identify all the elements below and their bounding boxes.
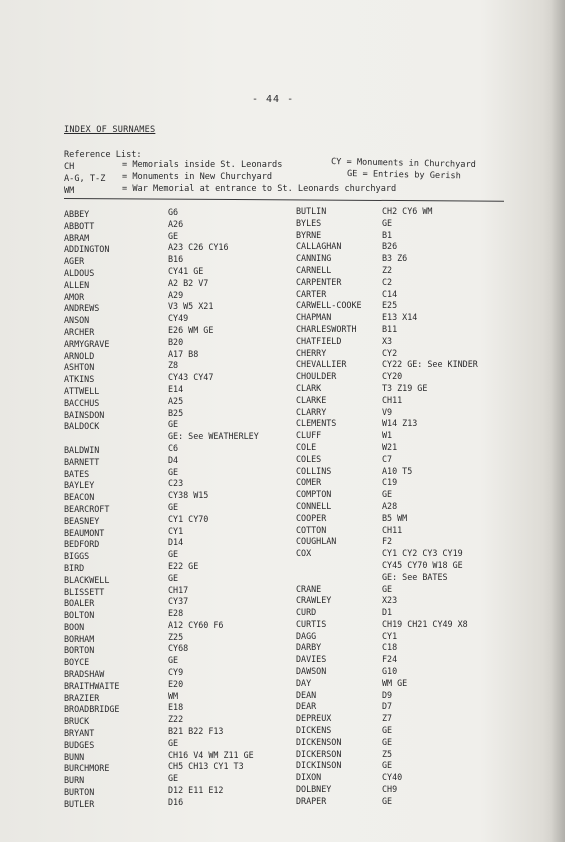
surname: CANNING [296,253,332,264]
surname: BROADBRIDGE [64,704,120,715]
reference-desc-cy: CY = Monuments in Churchyard [330,157,476,171]
reference-codes: E18 [168,702,184,713]
reference-codes: CH5 CH13 CY1 T3 [168,761,244,772]
reference-codes: B16 [168,254,184,265]
surname: BRAITHWAITE [64,680,120,691]
reference-codes: D4 [168,454,179,465]
surname: BATES [64,468,90,479]
surname: ABBEY [64,209,90,219]
surname: COTTON [296,524,327,535]
reference-codes: C2 [382,276,393,287]
surname: BEACON [64,492,95,503]
reference-codes: D1 [382,607,393,618]
reference-codes: C23 [168,478,184,489]
reference-codes: Z2 [382,264,393,275]
surname: ADDINGTON [64,244,110,255]
reference-codes: WM GE [382,677,408,688]
reference-codes: C14 [382,288,398,299]
surname: BIGGS [64,551,90,562]
reference-codes: CH11 [382,524,403,535]
surname: CLUFF [296,430,322,441]
reference-codes: E26 WM GE [168,324,214,335]
surname: BURTON [64,787,95,798]
surname: ANSON [64,315,90,326]
reference-desc-new: = Monuments in New Churchyard [122,172,273,182]
reference-codes: C18 [382,642,398,653]
reference-codes: GE [168,230,179,241]
reference-codes: T3 Z19 GE [382,382,428,393]
reference-codes: CH19 CH21 CY49 X8 [382,618,468,629]
reference-codes: GE: See BATES [382,571,448,582]
surname: AGER [64,256,85,267]
reference-codes: Z8 [168,360,179,371]
surname: BORHAM [64,633,95,644]
surname [296,572,362,584]
surname: BIRD [64,562,85,573]
surname: COOPER [296,512,327,523]
surname: BYRNE [296,229,322,240]
surname: DEAN [296,689,317,700]
surname: CLARRY [296,406,327,417]
surname: CONNELL [296,500,332,511]
surname: BRADSHAW [64,669,105,680]
reference-codes: CY68 [168,643,189,654]
surname: ARNOLD [64,350,95,361]
reference-codes: D9 [382,689,393,700]
reference-codes: CY45 CY70 W18 GE [382,559,463,570]
surname: CHEVALLIER [296,359,347,370]
surname: BLACKWELL [64,574,110,585]
reference-code-ch: CH [64,162,75,172]
reference-codes: C19 [382,477,398,488]
reference-codes: CH2 CY6 WM [382,206,433,216]
reference-codes: WM [168,690,179,701]
reference-codes: X3 [382,335,393,346]
reference-codes: CY1 CY2 CY3 CY19 [382,548,463,559]
reference-codes: A10 T5 [382,465,413,476]
surname: DOLBNEY [296,784,332,795]
surname: BUTLIN [296,206,327,216]
reference-codes: D7 [382,701,393,712]
surname: ATKINS [64,374,95,385]
surname: DEAR [296,701,317,712]
surname: BRUCK [64,716,90,727]
reference-codes: GE [382,583,393,594]
surname: BUTLER [64,798,95,809]
reference-codes: F24 [382,654,398,665]
reference-codes: CY20 [382,371,403,382]
surname: COLLINS [296,465,332,476]
surname: CRAWLEY [296,595,332,606]
reference-codes: B11 [382,323,398,334]
reference-codes: CY1 CY70 [168,513,209,524]
surname: BRYANT [64,728,95,739]
reference-codes: D16 [168,796,184,807]
reference-codes: V9 [382,406,393,417]
surname: COMER [296,477,322,488]
reference-codes: GE [168,466,179,477]
surname [296,560,362,572]
reference-codes: CH9 [382,784,398,795]
reference-codes: GE [168,655,179,666]
reference-codes: A26 [168,218,184,229]
reference-codes: W14 Z13 [382,418,418,429]
surname: DICKENSON [296,736,342,747]
reference-codes: CH17 [168,584,189,595]
surname: DAVIES [296,654,327,665]
surname: BUDGES [64,739,95,750]
reference-codes: GE [382,736,393,747]
reference-desc-wm: = War Memorial at entrance to St. Leonards churchyard [122,184,397,194]
surname: BARNETT [64,456,100,467]
reference-codes: A12 CY60 F6 [168,619,224,630]
reference-codes: B1 [382,229,393,240]
reference-codes: B5 WM [382,512,408,523]
reference-heading: Reference List: [64,150,142,160]
reference-codes: B20 [168,336,184,347]
surname: CARWELL-COOKE [296,300,362,311]
reference-codes: E28 [168,608,184,619]
surname: DRAPER [296,795,327,806]
surname: DICKERSON [296,748,342,759]
reference-codes: CY43 CY47 [168,372,214,383]
surname: BEASNEY [64,515,100,526]
surname: CLARKE [296,394,327,405]
surname: CHOULDER [296,371,337,382]
reference-codes: B25 [168,407,184,418]
reference-codes: Z25 [168,631,184,642]
surname: COX [296,548,312,559]
right-refs-column [382,206,478,808]
surname: ARCHER [64,326,95,337]
surname: BAYLEY [64,480,95,491]
surname: DAGG [296,630,317,641]
surname: DAY [296,677,312,688]
surname: ABRAM [64,232,90,243]
reference-codes: E13 X14 [382,312,418,323]
surname: BEARCROFT [64,503,110,514]
surname: CURTIS [296,618,327,629]
reference-codes: CY40 [382,772,403,783]
index-title: INDEX OF SURNAMES [64,125,156,135]
surname: CLEMENTS [296,418,337,429]
reference-codes: CH11 [382,394,403,405]
reference-codes: CY1 [168,525,184,536]
header-rule [64,198,504,202]
reference-codes: G6 [168,207,179,217]
surname: BURN [64,775,85,786]
reference-codes: B26 [382,241,398,252]
surname: CHAPMAN [296,312,332,323]
surname: DEPREUX [296,713,332,724]
reference-codes: D14 [168,537,184,548]
page-number: - 44 - [252,94,295,105]
reference-codes: E14 [168,383,184,394]
reference-codes: X23 [382,595,398,606]
reference-codes: GE [168,737,179,748]
reference-codes: CY37 [168,596,189,607]
surname: ABBOTT [64,220,95,231]
surname: BAINSDON [64,409,105,420]
surname: BALDOCK [64,421,100,432]
surname: CHERRY [296,347,327,358]
surname: CALLAGHAN [296,241,342,252]
surname: BOON [64,621,85,632]
surname: CLARK [296,382,322,393]
surname: ARMYGRAVE [64,338,110,349]
reference-codes: CY2 [382,347,398,358]
reference-codes: CY9 [168,667,184,678]
surname: BOYCE [64,657,90,668]
reference-codes: Z22 [168,714,184,725]
reference-codes: A23 C26 CY16 [168,242,229,253]
reference-codes: C7 [382,453,393,464]
surname: BYLES [296,217,322,228]
surname: CARPENTER [296,276,342,287]
reference-codes: CY1 [382,630,398,641]
reference-codes: Z7 [382,713,393,724]
surname: COLES [296,453,322,464]
surname: BEAUMONT [64,527,105,538]
surname: BEDFORD [64,539,100,550]
reference-codes: B21 B22 F13 [168,726,224,737]
reference-codes: E22 GE [168,560,199,571]
surname: ANDREWS [64,303,100,314]
surname: ATTWELL [64,385,100,396]
reference-codes: A29 [168,289,184,300]
surname: BALDWIN [64,444,100,455]
reference-codes: GE [382,725,393,736]
right-names-column [296,206,362,808]
surname: ASHTON [64,362,95,373]
reference-codes: GE [382,795,393,806]
surname: CHARLESWORTH [296,323,357,334]
surname: BRAZIER [64,692,100,703]
reference-codes: GE [168,773,179,784]
reference-codes: V3 W5 X21 [168,301,214,312]
reference-codes: A28 [382,500,398,511]
reference-codes: W21 [382,441,398,452]
reference-codes: B3 Z6 [382,253,408,264]
surname: AMOR [64,291,85,302]
surname: CHATFIELD [296,335,342,346]
reference-codes: CY49 [168,313,189,324]
left-names-column [64,209,119,811]
reference-codes: D12 E11 E12 [168,785,224,796]
reference-codes: GE [168,572,179,583]
reference-codes: GE [382,489,393,500]
surname: BLISSETT [64,586,105,597]
page-edge-shadow [551,0,565,842]
reference-codes: E25 [382,300,398,311]
reference-codes: CY41 GE [168,265,204,276]
surname [64,433,119,445]
surname: DAWSON [296,666,327,677]
surname: BOLTON [64,610,95,621]
surname: BACCHUS [64,397,100,408]
surname: DICKINSON [296,760,342,771]
reference-desc-ch: = Memorials inside St. Leonards [122,160,283,170]
surname: CARNELL [296,264,332,275]
reference-codes: A17 B8 [168,348,199,359]
reference-codes: GE [168,549,179,560]
reference-codes: CH16 V4 WM Z11 GE [168,749,254,760]
surname: DARBY [296,642,322,653]
reference-codes: A2 B2 V7 [168,277,209,288]
reference-codes: GE [382,760,393,771]
surname: BUNN [64,751,85,762]
reference-codes: GE [382,217,393,228]
reference-codes: C6 [168,442,179,453]
reference-code-new: A-G, T-Z [64,174,106,184]
surname: BORTON [64,645,95,656]
reference-codes: A25 [168,395,184,406]
surname: BURCHMORE [64,763,110,774]
reference-codes: Z5 [382,748,393,759]
reference-codes: W1 [382,430,393,441]
surname: CARTER [296,288,327,299]
reference-codes: G10 [382,666,398,677]
surname: DICKENS [296,725,332,736]
reference-codes: GE: See WEATHERLEY [168,431,259,442]
surname: COUGHLAN [296,536,337,547]
reference-codes: F2 [382,536,393,547]
surname: COMPTON [296,489,332,500]
reference-desc-ge: GE = Entries by Gerish [346,169,461,182]
surname: ALLEN [64,279,90,290]
left-refs-column [168,207,259,809]
reference-codes: E20 [168,678,184,689]
surname: COLE [296,441,317,452]
surname: ALDOUS [64,267,95,278]
reference-codes: CY22 GE: See KINDER [382,359,478,370]
surname: BOALER [64,598,95,609]
reference-code-wm: WM [64,186,75,196]
surname: CRANE [296,583,322,594]
reference-codes: CY38 W15 [168,490,209,501]
surname: DIXON [296,772,322,783]
surname: CURD [296,607,317,618]
reference-codes: GE [168,501,179,512]
reference-codes: GE [168,419,179,430]
